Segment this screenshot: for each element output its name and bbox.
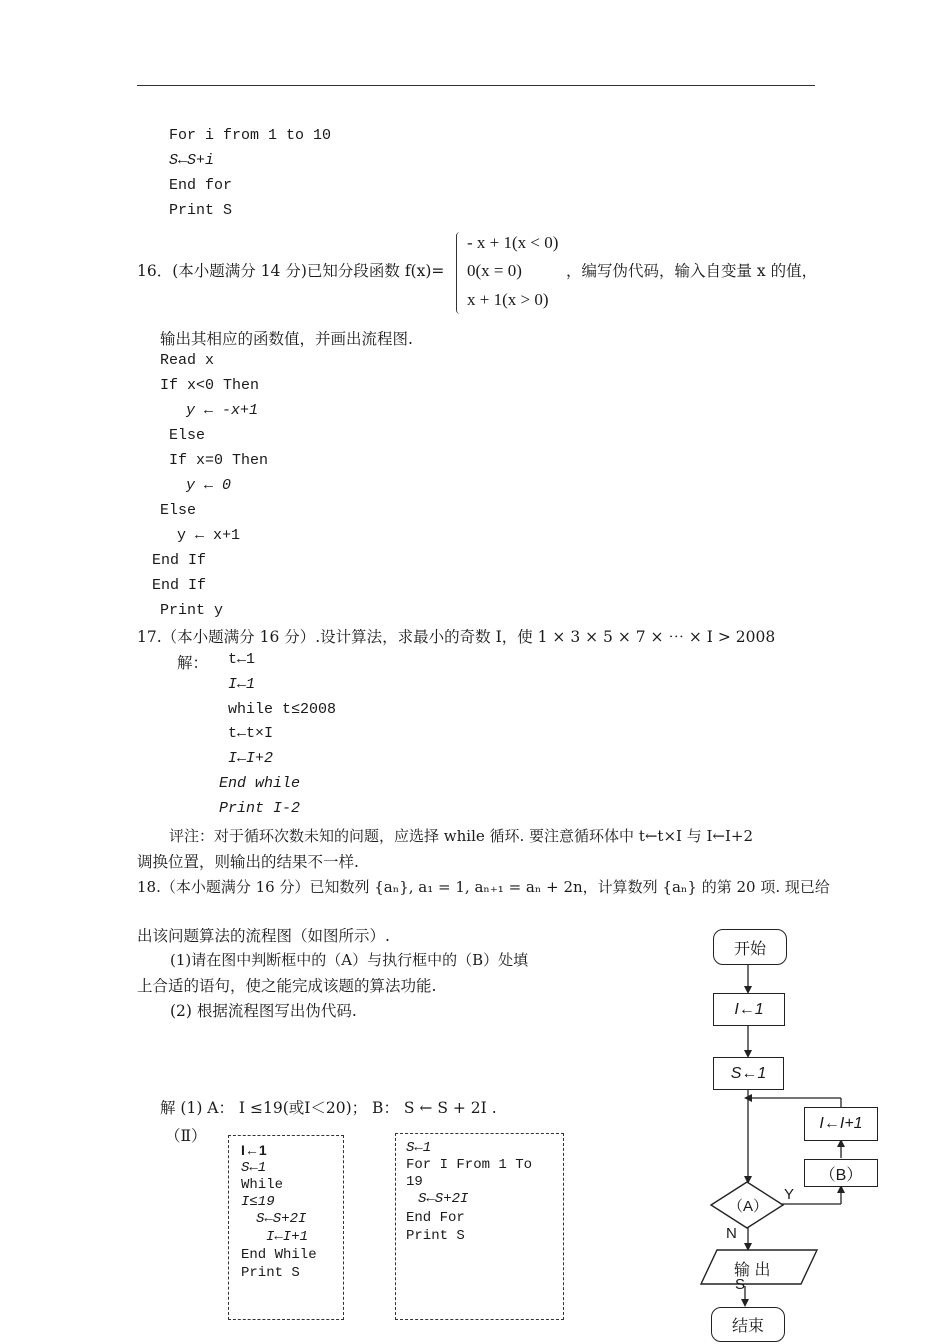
- q16-suffix: ，编写伪代码，输入自变量 x 的值，: [566, 262, 818, 280]
- code-line: Else: [160, 502, 197, 519]
- code-line: y ← 0: [186, 477, 232, 494]
- code-line: End If: [152, 552, 207, 569]
- q18-part2: (2) 根据流程图写出伪代码.: [170, 1002, 357, 1020]
- code-line: Read x: [160, 352, 215, 369]
- code-line: I←I+2: [228, 750, 274, 767]
- code-line: S←1: [241, 1160, 267, 1176]
- code-line: Print S: [241, 1265, 300, 1281]
- q18-part1-b: 上合适的语句，使之能完成该题的算法功能.: [137, 977, 437, 995]
- piecewise-case-3: x + 1(x > 0): [467, 290, 549, 309]
- q18-answer-1: 解 (1) A： I ≤19(或I＜20)； B： S ← S + 2I .: [160, 1099, 497, 1117]
- code-line: t←t×I: [228, 725, 274, 742]
- flowchart-end-label: 结束: [731, 1318, 764, 1335]
- code-line: y ← -x+1: [186, 402, 259, 419]
- code-line: Print S: [406, 1228, 465, 1244]
- piecewise-case-2: 0(x = 0): [467, 261, 522, 280]
- code-line: If x=0 Then: [169, 452, 269, 469]
- code-line: End For: [406, 1210, 465, 1226]
- q17-comment-2: 调换位置，则输出的结果不一样.: [137, 853, 359, 871]
- q18-part1-a: (1)请在图中判断框中的（A）与执行框中的（B）处填: [170, 951, 529, 969]
- flowchart-start-label: 开始: [733, 940, 766, 958]
- code-line: I←1: [228, 676, 256, 693]
- piecewise-case-1: - x + 1(x < 0): [467, 233, 559, 252]
- code-line: t←1: [228, 651, 256, 668]
- flowchart-init-s-label: S←1: [730, 1064, 767, 1082]
- flowchart-init-i: [713, 993, 785, 1026]
- flowchart-box-b-label: （B）: [819, 1166, 863, 1184]
- flowchart-output-var: S: [735, 1276, 746, 1293]
- code-line: S←S+2I: [418, 1191, 469, 1207]
- code-line: S←S+i: [169, 152, 215, 169]
- code-line: Else: [169, 427, 206, 444]
- code-line: 19: [406, 1174, 423, 1190]
- flowchart-init-i-label: I←1: [734, 1000, 764, 1018]
- code-line: S←1: [406, 1140, 432, 1156]
- q16-line2: 输出其相应的函数值，并画出流程图.: [160, 330, 413, 348]
- flowchart-increment: [804, 1107, 878, 1141]
- flowchart-no-label: N: [726, 1225, 737, 1242]
- code-line: Print S: [169, 202, 233, 219]
- code-line: For I From 1 To: [406, 1157, 533, 1173]
- flowchart-init-s: [713, 1057, 784, 1090]
- code-line: S←S+2I: [256, 1211, 307, 1227]
- code-line: Print y: [160, 602, 224, 619]
- q18-line2: 出该问题算法的流程图（如图所示）.: [137, 927, 390, 945]
- code-line: while t≤2008: [228, 701, 337, 718]
- code-line: I←I+1: [266, 1229, 309, 1245]
- piecewise-brace: [456, 232, 467, 314]
- code-line: For i from 1 to 10: [169, 127, 332, 144]
- code-line: End for: [169, 177, 233, 194]
- q17-comment-1: 评注：对于循环次数未知的问题，应选择 while 循环. 要注意循环体中 t←t×I 与 I←I+2: [169, 827, 753, 845]
- code-line: While: [241, 1177, 284, 1193]
- q17-title: 17.（本小题满分 16 分）.设计算法，求最小的奇数 I，使 1 × 3 × 5 × 7 × ⋯ × I > 2008: [137, 628, 776, 646]
- code-line: I←1: [241, 1142, 267, 1158]
- flowchart-yes-label: Y: [784, 1186, 795, 1203]
- q18-answer-2-label: （Ⅱ）: [165, 1127, 207, 1145]
- flowchart-decision-label: （A）: [727, 1198, 768, 1215]
- flowchart-output-label: 输 出: [734, 1262, 771, 1279]
- code-line: Print I-2: [219, 800, 301, 817]
- header-rule: [137, 85, 815, 86]
- flowchart-start: [713, 929, 787, 965]
- code-line: End While: [241, 1247, 317, 1263]
- code-line: If x<0 Then: [160, 377, 260, 394]
- flowchart-box-b: [804, 1159, 878, 1187]
- flowchart-end: [711, 1307, 785, 1342]
- code-line: y ← x+1: [177, 527, 241, 544]
- q16-prefix: 16．(本小题满分 14 分)已知分段函数 f(x)=: [137, 262, 445, 280]
- q17-solution-label: 解：: [177, 654, 209, 672]
- code-line: End while: [219, 775, 301, 792]
- q18-title: 18.（本小题满分 16 分）已知数列 {aₙ}, a₁ = 1, aₙ₊₁ = aₙ + 2n，计算数列 {aₙ} 的第 20 项. 现已给: [137, 878, 830, 896]
- flowchart-increment-label: I←I+1: [819, 1115, 863, 1132]
- code-line: I≤19: [241, 1194, 275, 1210]
- code-line: End If: [152, 577, 207, 594]
